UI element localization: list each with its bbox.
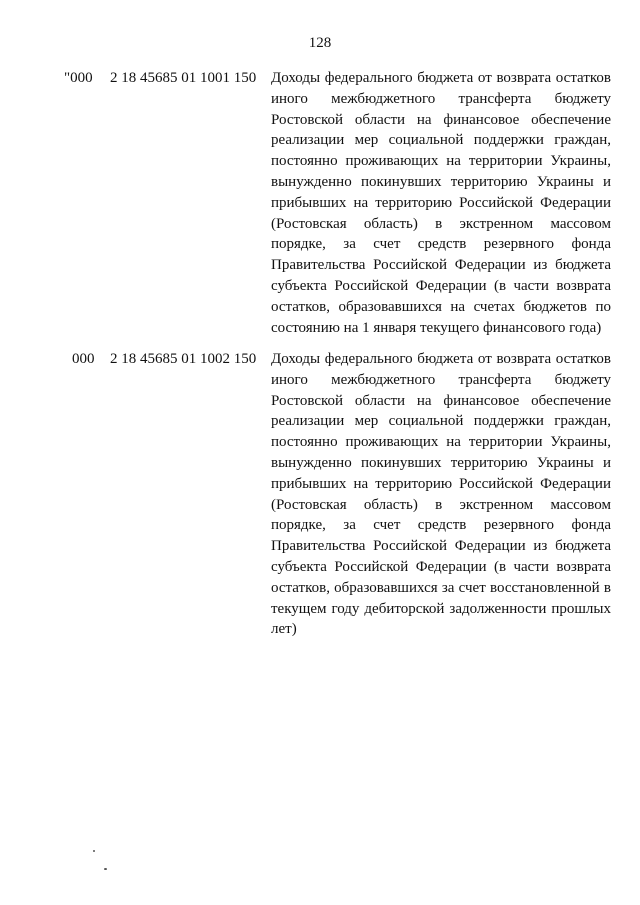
admin-code: 000 <box>72 351 95 367</box>
income-description: Доходы федерального бюджета от возврата остатков иного межбюджетного трансферта бюджету Ростовской области на финансовое обеспечение реализации мер социальной поддержки граждан, постоянно проживающих на территории Украины, вынужденно покинувших территорию Украины и прибывших на территорию Российской Федерации (Ростовская область) в экстренном массовом порядке, за счет средств резервного фонда Правительства Российской Федерации из бюджета субъекта Российской Федерации (в части возврата остатков, образовавшихся за счет восстановленной в текущем году дебиторской задолженности прошлых лет) <box>271 351 611 638</box>
page-number: 128 <box>308 35 332 51</box>
income-description: Доходы федерального бюджета от возврата остатков иного межбюджетного трансферта бюджету Ростовской области на финансовое обеспечение реализации мер социальной поддержки граждан, постоянно проживающих на территории Украины, вынужденно покинувших территорию Украины и прибывших на территорию Российской Федерации (Ростовская область) в экстренном массовом порядке, за счет средств резервного фонда Правительства Российской Федерации из бюджета субъекта Российской Федерации (в части возврата остатков, образовавшихся на счетах бюджетов по состоянию на 1 января текущего финансового года) <box>271 70 611 336</box>
scan-speck <box>93 850 95 852</box>
admin-code: "000 <box>64 70 93 86</box>
budget-classification-code: 2 18 45685 01 1001 150 <box>110 70 257 86</box>
scan-speck <box>104 868 107 870</box>
budget-classification-code: 2 18 45685 01 1002 150 <box>110 351 257 367</box>
